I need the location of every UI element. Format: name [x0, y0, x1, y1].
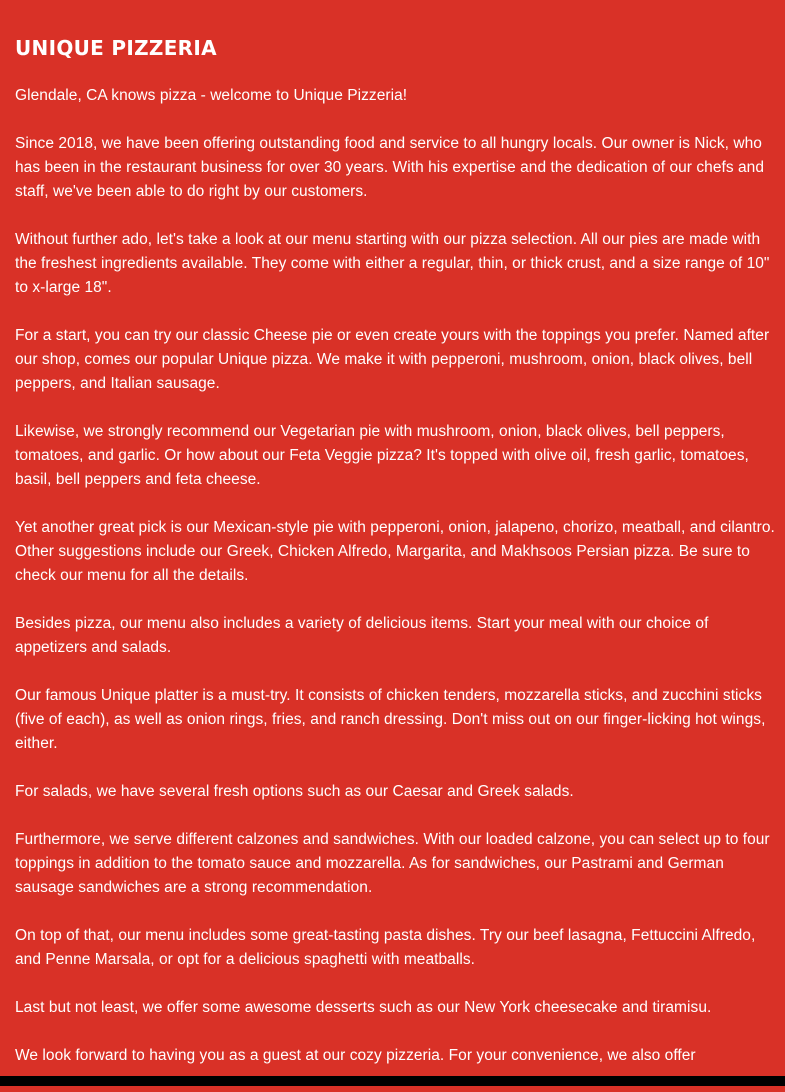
history-paragraph: Since 2018, we have been offering outstanding food and service to all hungry locals. Our owner is Nick, who has been in the restaurant business for over 30 years. With his expertise and the dedication of our chefs and staff, we've been able to do right by our customers. [15, 135, 765, 200]
intro-paragraph: Glendale, CA knows pizza - welcome to Unique Pizzeria! [15, 87, 408, 104]
bottom-edge-bar [0, 1076, 785, 1086]
pizza-selection-paragraph: Without further ado, let's take a look at our menu starting with our pizza selection. All our pies are made with the freshest ingredients available. They come with either a regular, thin, or thick crust, and a size range of 10" to x-large 18". [15, 231, 770, 296]
mexican-pizza-paragraph: Yet another great pick is our Mexican-style pie with pepperoni, onion, jalapeno, chorizo, meatball, and cilantro. Other suggestions include our Greek, Chicken Alfredo, Margarita, and Makhsoos Persian pizza. Be sure to check our menu for all the details. [15, 519, 775, 584]
salads-paragraph: For salads, we have several fresh options such as our Caesar and Greek salads. [15, 783, 574, 800]
vegetarian-pizza-paragraph: Likewise, we strongly recommend our Vegetarian pie with mushroom, onion, black olives, bell peppers, tomatoes, and garlic. Or how about our Feta Veggie pizza? It's topped with olive oil, fresh garlic, tomatoes, basil, bell peppers and feta cheese. [15, 423, 749, 488]
pasta-paragraph: On top of that, our menu includes some great-tasting pasta dishes. Try our beef lasagna, Fettuccini Alfredo, and Penne Marsala, or opt for a delicious spaghetti with meatballs. [15, 927, 756, 968]
calzones-paragraph: Furthermore, we serve different calzones and sandwiches. With our loaded calzone, you can select up to four toppings in addition to the tomato sauce and mozzarella. As for sandwiches, our Pastrami and German sausage sandwiches are a strong recommendation. [15, 831, 770, 896]
about-content [15, 36, 775, 1092]
page-title: UNIQUE PIZZERIA [15, 36, 217, 60]
desserts-paragraph: Last but not least, we offer some awesome desserts such as our New York cheesecake and tiramisu. [15, 999, 712, 1016]
platter-paragraph: Our famous Unique platter is a must-try. It consists of chicken tenders, mozzarella sticks, and zucchini sticks (five of each), as well as onion rings, fries, and ranch dressing. Don't miss out on our finger-licking hot wings, either. [15, 687, 766, 752]
classic-pizza-paragraph: For a start, you can try our classic Cheese pie or even create yours with the toppings you prefer. Named after our shop, comes our popular Unique pizza. We make it with pepperoni, mushroom, onion, black olives, bell peppers, and Italian sausage. [15, 327, 770, 392]
closing-paragraph: We look forward to having you as a guest at our cozy pizzeria. For your convenience, we also offer [15, 1047, 696, 1064]
menu-items-paragraph: Besides pizza, our menu also includes a variety of delicious items. Start your meal with our choice of appetizers and salads. [15, 615, 709, 656]
